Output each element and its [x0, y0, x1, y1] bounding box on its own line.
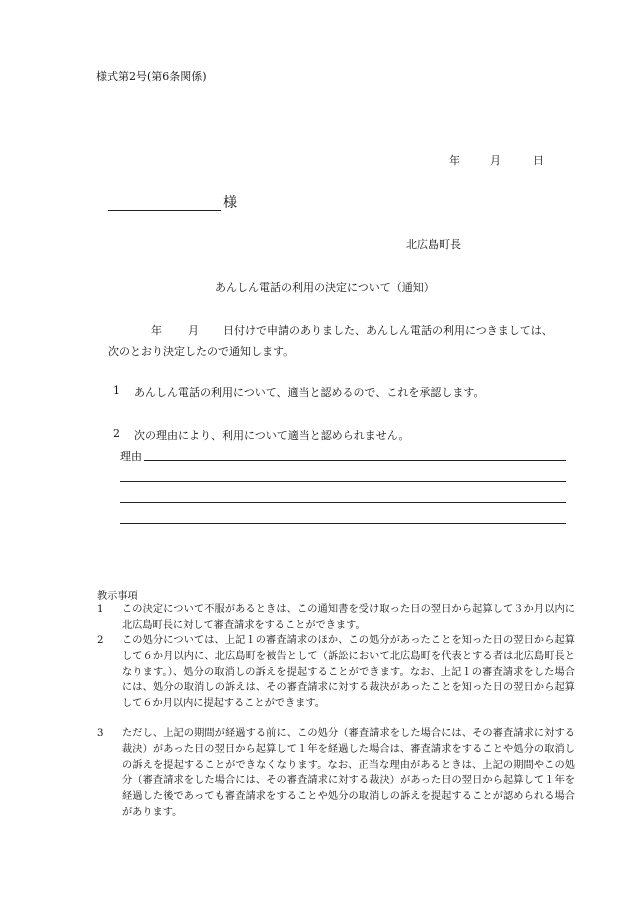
decision-item-number: 1	[113, 384, 120, 397]
note-item-1	[97, 602, 575, 634]
decision-item-text: 次の理由により、利用について適当と認められません。	[134, 429, 410, 442]
intro-line-1: 日付けで申請のありました、あんしん電話の利用につきましては、	[223, 324, 553, 337]
reason-line	[144, 460, 566, 461]
note-number: 3	[97, 728, 104, 739]
intro-year: 年	[151, 324, 162, 337]
reason-line	[120, 502, 566, 503]
reason-line	[120, 481, 566, 482]
addressee-suffix: 様	[223, 195, 237, 211]
note-item-3	[97, 726, 575, 821]
document-title: あんしん電話の利用の決定について（通知）	[215, 281, 435, 294]
intro-line-2: 次のとおり決定したので通知します。	[108, 345, 295, 358]
notes-heading: 教示事項	[97, 591, 138, 602]
note-text: この処分については、上記１の審査請求のほか、この処分があったことを知った日の翌日から起算して６か月以内に、北広島町を被告として（訴訟において北広島町を代表とする者は北広島町長となります。）、処分の取消しの訴えを提起することができます。なお、上記１の審査請求をした場合には、処分の取消しの訴えは、その審査請求に対する裁決があったことを知った日の翌日から起算して６か月以内に提起することができます。	[122, 635, 575, 710]
note-item-2	[97, 633, 575, 712]
form-label: 様式第2号(第6条関係)	[96, 70, 207, 83]
addressee-name-line	[108, 210, 221, 211]
decision-item-text: あんしん電話の利用について、適当と認めるので、これを承認します。	[134, 386, 485, 399]
note-number: 1	[97, 604, 104, 615]
intro-month: 月	[188, 324, 199, 337]
date-day: 日	[533, 154, 544, 167]
reason-label: 理由	[120, 450, 142, 463]
note-text: この決定について不服があるときは、この通知書を受け取った日の翌日から起算して３か月以内に北広島町長に対して審査請求をすることができます。	[122, 604, 575, 631]
date-year: 年	[449, 154, 460, 167]
sender: 北広島町長	[406, 238, 461, 251]
note-number: 2	[97, 635, 104, 646]
date-month: 月	[490, 154, 501, 167]
note-text: ただし、上記の期間が経過する前に、この処分（審査請求をした場合には、その審査請求に対する裁決）があった日の翌日から起算して１年を経過した場合は、審査請求をすることや処分の取消しの訴えを提起することができなくなります。なお、正当な理由があるときは、上記の期間やこの処分（審査請求をした場合には、その審査請求に対する裁決）があった日の翌日から起算して１年を経過した後であっても審査請求をすることや処分の取消しの訴えを提起することが認められる場合があります。	[122, 728, 575, 818]
reason-line	[120, 523, 566, 524]
decision-item-number: 2	[113, 427, 120, 440]
